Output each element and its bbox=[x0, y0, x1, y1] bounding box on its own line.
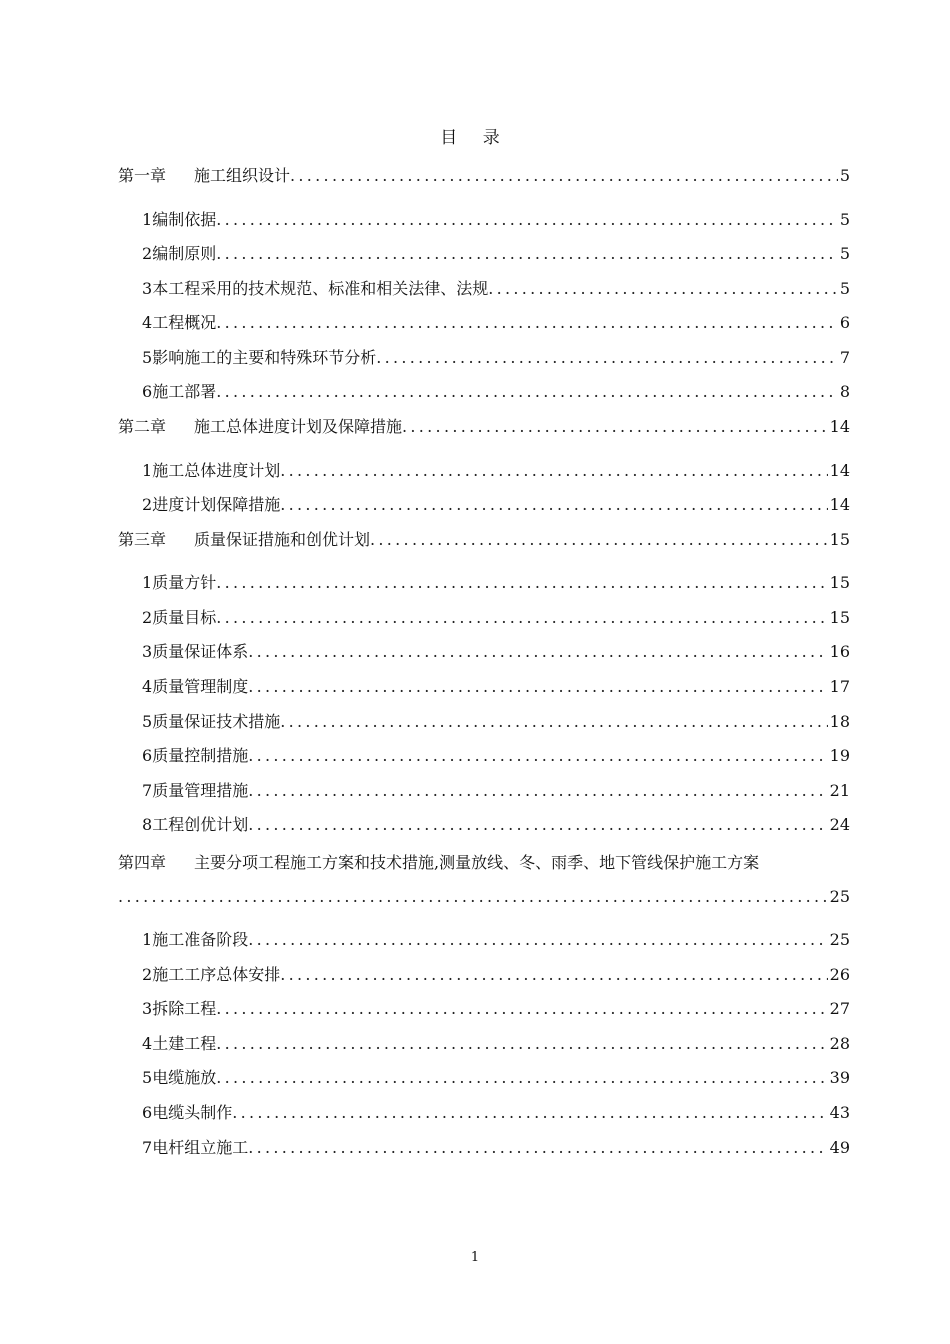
toc-entry-number: 5 bbox=[142, 347, 153, 367]
toc-entry-label: 质量控制措施 bbox=[152, 746, 249, 766]
toc-title: 目 录 bbox=[440, 128, 510, 148]
toc-chapter-number: 第三章 bbox=[118, 529, 167, 549]
dot-leader bbox=[232, 1103, 827, 1122]
toc-entry-number: 4 bbox=[142, 1033, 153, 1053]
toc-entry-label: 电缆头制作 bbox=[152, 1102, 233, 1122]
toc-page-number: 26 bbox=[829, 964, 850, 984]
dot-leader bbox=[248, 781, 827, 800]
toc-entry[interactable] bbox=[118, 207, 850, 242]
toc-entry-number: 3 bbox=[142, 278, 153, 298]
toc-chapter-1[interactable] bbox=[118, 163, 850, 207]
toc-entry[interactable] bbox=[118, 345, 850, 380]
page-number-footer: 1 bbox=[470, 1250, 480, 1265]
toc-entry[interactable] bbox=[118, 778, 850, 813]
toc-entry-label: 施工工序总体安排 bbox=[152, 964, 281, 984]
toc-entry[interactable] bbox=[118, 379, 850, 414]
toc-page-number: 25 bbox=[829, 930, 850, 949]
dot-leader bbox=[248, 746, 827, 765]
toc-entry-label: 质量管理制度 bbox=[152, 677, 249, 697]
toc-entry-label: 电杆组立施工 bbox=[152, 1137, 249, 1157]
dot-leader bbox=[488, 279, 838, 298]
toc-entry-label: 影响施工的主要和特殊环节分析 bbox=[152, 347, 377, 367]
toc-entry-label: 质量管理措施 bbox=[152, 780, 249, 800]
toc-entry[interactable] bbox=[118, 709, 850, 744]
toc-entry-number: 6 bbox=[142, 1102, 153, 1122]
toc-page-number: 18 bbox=[829, 711, 850, 731]
toc-entry[interactable] bbox=[118, 1100, 850, 1135]
toc-entry-label: 质量保证体系 bbox=[152, 642, 249, 662]
toc-entry[interactable] bbox=[118, 458, 850, 493]
toc-entry[interactable] bbox=[118, 812, 850, 847]
dot-leader bbox=[248, 677, 827, 696]
toc-entry[interactable] bbox=[118, 639, 850, 674]
toc-entry[interactable] bbox=[118, 1135, 850, 1170]
toc-entry-number: 2 bbox=[142, 964, 153, 984]
toc-page-number: 14 bbox=[829, 460, 850, 480]
toc-entry-label: 编制原则 bbox=[152, 244, 217, 264]
dot-leader bbox=[216, 573, 827, 592]
toc-page-number: 24 bbox=[829, 815, 850, 835]
toc-page-number: 7 bbox=[839, 347, 850, 367]
toc-entry-label: 施工总体进度计划及保障措施 bbox=[194, 417, 403, 437]
toc-page-number: 15 bbox=[829, 607, 850, 627]
table-of-contents bbox=[118, 163, 850, 1169]
toc-page-number: 14 bbox=[829, 417, 850, 437]
dot-leader bbox=[248, 930, 827, 949]
toc-page-number: 43 bbox=[829, 1102, 850, 1122]
toc-entry-number: 1 bbox=[142, 930, 153, 949]
toc-entry[interactable] bbox=[118, 674, 850, 709]
toc-entry-number: 5 bbox=[142, 711, 153, 731]
toc-entry-label: 拆除工程 bbox=[152, 999, 217, 1019]
toc-page-number: 5 bbox=[839, 209, 850, 229]
dot-leader bbox=[216, 608, 827, 627]
toc-chapter-4[interactable] bbox=[118, 847, 850, 927]
dot-leader bbox=[280, 965, 827, 984]
toc-entry-label: 施工部署 bbox=[152, 382, 217, 402]
toc-entry-number: 7 bbox=[142, 780, 153, 800]
toc-entry-number: 5 bbox=[142, 1068, 153, 1088]
toc-entry-number: 2 bbox=[142, 607, 153, 627]
dot-leader bbox=[248, 1138, 827, 1157]
toc-page-number: 5 bbox=[839, 244, 850, 264]
toc-page-number: 15 bbox=[829, 529, 850, 549]
toc-entry-label: 施工组织设计 bbox=[194, 166, 291, 185]
toc-entry-label: 编制依据 bbox=[152, 209, 217, 229]
toc-entry-number: 1 bbox=[142, 573, 153, 593]
dot-leader bbox=[216, 313, 838, 332]
toc-entry-number: 8 bbox=[142, 815, 153, 835]
toc-page-number: 8 bbox=[839, 382, 850, 402]
toc-entry[interactable] bbox=[118, 570, 850, 605]
toc-chapter-number: 第四章 bbox=[118, 853, 167, 872]
dot-leader bbox=[216, 210, 838, 229]
toc-entry-label: 质量目标 bbox=[152, 607, 217, 627]
toc-entry[interactable] bbox=[118, 1065, 850, 1100]
toc-page-number: 25 bbox=[829, 887, 850, 906]
toc-page-number: 15 bbox=[829, 573, 850, 593]
dot-leader bbox=[216, 1068, 827, 1087]
toc-entry[interactable] bbox=[118, 605, 850, 640]
toc-entry[interactable] bbox=[118, 310, 850, 345]
toc-entry[interactable] bbox=[118, 996, 850, 1031]
toc-page-number: 28 bbox=[829, 1033, 850, 1053]
toc-page-number: 19 bbox=[829, 746, 850, 766]
dot-leader bbox=[216, 999, 827, 1018]
toc-chapter-number: 第二章 bbox=[118, 417, 167, 437]
toc-page-number: 5 bbox=[839, 278, 850, 298]
toc-page-number: 16 bbox=[829, 642, 850, 662]
toc-entry-label: 质量方针 bbox=[152, 573, 217, 593]
toc-page-number: 17 bbox=[829, 677, 850, 697]
dot-leader bbox=[248, 815, 827, 834]
toc-page-number: 27 bbox=[829, 999, 850, 1019]
dot-leader bbox=[118, 887, 828, 906]
toc-entry-number: 6 bbox=[142, 746, 153, 766]
toc-entry-label: 工程创优计划 bbox=[152, 815, 249, 835]
toc-page-number: 6 bbox=[839, 313, 850, 333]
toc-entry-label: 土建工程 bbox=[152, 1033, 217, 1053]
dot-leader bbox=[216, 382, 838, 401]
dot-leader bbox=[216, 244, 838, 263]
toc-entry-label: 工程概况 bbox=[152, 313, 217, 333]
toc-chapter-2[interactable] bbox=[118, 414, 850, 458]
toc-entry[interactable] bbox=[118, 276, 850, 311]
toc-entry[interactable] bbox=[118, 1031, 850, 1066]
toc-page-number: 5 bbox=[839, 166, 850, 185]
toc-chapter-3[interactable] bbox=[118, 527, 850, 571]
dot-leader bbox=[216, 1034, 827, 1053]
dot-leader bbox=[376, 348, 838, 367]
toc-entry-label: 质量保证技术措施 bbox=[152, 711, 281, 731]
dot-leader bbox=[402, 417, 828, 436]
toc-entry-label: 电缆施放 bbox=[152, 1068, 217, 1088]
toc-page-number: 14 bbox=[829, 495, 850, 515]
toc-entry-label: 施工准备阶段 bbox=[152, 930, 249, 949]
toc-entry-number: 3 bbox=[142, 999, 153, 1019]
toc-page-number: 39 bbox=[829, 1068, 850, 1088]
toc-entry-number: 4 bbox=[142, 677, 153, 697]
toc-entry-number: 2 bbox=[142, 495, 153, 515]
toc-entry[interactable] bbox=[118, 492, 850, 527]
toc-entry-number: 1 bbox=[142, 209, 153, 229]
toc-entry-number: 4 bbox=[142, 313, 153, 333]
dot-leader bbox=[280, 712, 827, 731]
toc-entry-label: 主要分项工程施工方案和技术措施,测量放线、冬、雨季、地下管线保护施工方案 bbox=[194, 853, 760, 872]
toc-entry[interactable] bbox=[118, 241, 850, 276]
toc-entry-number: 1 bbox=[142, 460, 153, 480]
toc-entry-number: 7 bbox=[142, 1137, 153, 1157]
dot-leader bbox=[280, 461, 827, 480]
toc-entry-number: 3 bbox=[142, 642, 153, 662]
toc-entry-number: 6 bbox=[142, 382, 153, 402]
toc-page-number: 49 bbox=[829, 1137, 850, 1157]
toc-entry[interactable] bbox=[118, 962, 850, 997]
toc-page-number: 21 bbox=[829, 780, 850, 800]
toc-entry-number: 2 bbox=[142, 244, 153, 264]
toc-entry[interactable] bbox=[118, 927, 850, 962]
dot-leader bbox=[280, 495, 827, 514]
toc-chapter-number: 第一章 bbox=[118, 166, 167, 185]
toc-entry-label: 施工总体进度计划 bbox=[152, 460, 281, 480]
toc-entry[interactable] bbox=[118, 743, 850, 778]
dot-leader bbox=[370, 530, 828, 549]
toc-entry-label: 质量保证措施和创优计划 bbox=[194, 529, 371, 549]
dot-leader bbox=[290, 166, 838, 185]
toc-entry-label: 进度计划保障措施 bbox=[152, 495, 281, 515]
toc-entry-label: 本工程采用的技术规范、标准和相关法律、法规 bbox=[152, 278, 489, 298]
dot-leader bbox=[248, 642, 827, 661]
